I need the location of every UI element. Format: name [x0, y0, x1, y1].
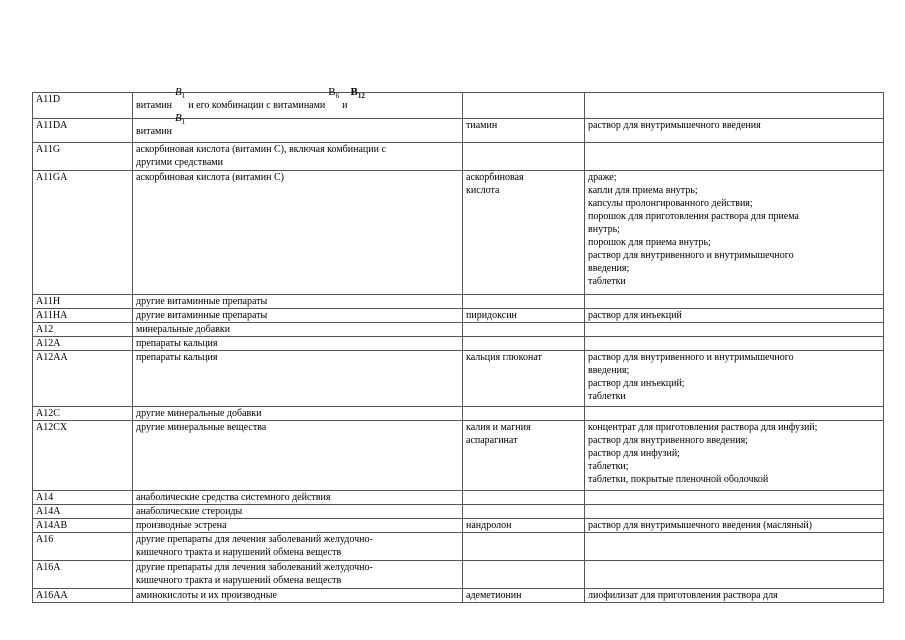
cell-group	[133, 171, 463, 295]
cell-group	[133, 295, 463, 309]
forms-text: раствор для внутримышечного введения (масляный)	[588, 520, 812, 531]
table-row	[33, 351, 884, 407]
inn-text: аскорбиновая кислота	[466, 172, 524, 196]
cell-forms	[585, 519, 884, 533]
cell-group	[133, 112, 463, 143]
code-text: A12A	[36, 338, 61, 349]
forms-text: раствор для внутримышечного введения	[588, 120, 761, 131]
forms-text: лиофилизат для приготовления раствора для	[588, 590, 778, 601]
cell-code	[33, 119, 133, 143]
group-text: другие препараты для лечения заболеваний желудочно- кишечного тракта и нарушений обмена веществ	[136, 534, 373, 558]
cell-inn	[463, 93, 585, 119]
group-text: другие витаминные препараты	[136, 310, 268, 321]
inn-text: кальция глюконат	[466, 352, 542, 363]
code-text: A11DA	[36, 120, 68, 131]
cell-inn	[463, 143, 585, 171]
code-text: A16AA	[36, 590, 68, 601]
cell-forms	[585, 589, 884, 603]
cell-group	[133, 505, 463, 519]
cell-group	[133, 421, 463, 491]
cell-code	[33, 93, 133, 119]
group-text: аскорбиновая кислота (витамин С), включая комбинации с другими средствами	[136, 144, 386, 168]
table-row	[33, 491, 884, 505]
table-row	[33, 561, 884, 589]
cell-code	[33, 491, 133, 505]
cell-code	[33, 171, 133, 295]
code-text: A11H	[36, 296, 61, 307]
group-text: анаболические средства системного действия	[136, 492, 331, 503]
cell-code	[33, 589, 133, 603]
cell-forms	[585, 533, 884, 561]
cell-inn	[463, 491, 585, 505]
cell-code	[33, 323, 133, 337]
cell-inn	[463, 171, 585, 295]
code-text: A14AB	[36, 520, 68, 531]
cell-group	[133, 589, 463, 603]
cell-group	[133, 323, 463, 337]
table-row	[33, 533, 884, 561]
code-text: A11GA	[36, 172, 68, 183]
cell-code	[33, 519, 133, 533]
table-row	[33, 309, 884, 323]
cell-inn	[463, 589, 585, 603]
combo-text: и его комбинации с витаминами	[188, 100, 326, 112]
cell-code	[33, 143, 133, 171]
table-row	[33, 295, 884, 309]
code-text: A12AA	[36, 352, 68, 363]
table-row	[33, 519, 884, 533]
table-row	[33, 407, 884, 421]
table-row	[33, 93, 884, 119]
group-text: другие витаминные препараты	[136, 296, 268, 307]
cell-inn	[463, 421, 585, 491]
code-text: A16	[36, 534, 54, 545]
inn-text: нандролон	[466, 520, 512, 531]
vitamin-b1-label	[136, 112, 459, 138]
group-text: анаболические стероиды	[136, 506, 243, 517]
cell-group	[133, 143, 463, 171]
forms-text: раствор для инъекций	[588, 310, 682, 321]
cell-inn	[463, 337, 585, 351]
cell-inn	[463, 561, 585, 589]
vitamin-word: витамин	[136, 100, 173, 112]
inn-text: адеметионин	[466, 590, 522, 601]
table-row	[33, 421, 884, 491]
code-text: A16A	[36, 562, 61, 573]
forms-text: драже; капли для приема внутрь; капсулы пролонгированного действия; порошок для приготовления раствора для приема внутрь; порошок для приема внутрь; раствор для внутривенного и внутримышечного введения; таблетки	[588, 172, 799, 287]
code-text: A14A	[36, 506, 61, 517]
table-row	[33, 171, 884, 295]
group-text: другие минеральные вещества	[136, 422, 267, 433]
table-row	[33, 505, 884, 519]
table-row	[33, 323, 884, 337]
cell-group	[133, 519, 463, 533]
cell-group	[133, 407, 463, 421]
cell-code	[33, 533, 133, 561]
cell-forms	[585, 143, 884, 171]
and-text: и	[342, 100, 348, 112]
cell-group	[133, 337, 463, 351]
code-text: A11HA	[36, 310, 68, 321]
code-text: A12C	[36, 408, 60, 419]
vitamin-b1-combo-label	[136, 86, 459, 112]
inn-text: калия и магния аспарагинат	[466, 422, 531, 446]
vitamin-word: витамин	[136, 126, 173, 138]
cell-group	[133, 491, 463, 505]
cell-inn	[463, 309, 585, 323]
group-text: аскорбиновая кислота (витамин С)	[136, 172, 284, 183]
cell-forms	[585, 119, 884, 143]
group-text: другие минеральные добавки	[136, 408, 262, 419]
forms-text: концентрат для приготовления раствора для инфузий; раствор для внутривенного введения; раствор для инфузий; таблетки; таблетки, покрытые пленочной оболочкой	[588, 422, 818, 485]
cell-forms	[585, 337, 884, 351]
group-text: минеральные добавки	[136, 324, 231, 335]
cell-inn	[463, 533, 585, 561]
cell-forms	[585, 295, 884, 309]
cell-forms	[585, 421, 884, 491]
cell-code	[33, 561, 133, 589]
cell-code	[33, 505, 133, 519]
cell-forms	[585, 561, 884, 589]
code-text: A11G	[36, 144, 61, 155]
cell-forms	[585, 491, 884, 505]
group-text: другие препараты для лечения заболеваний желудочно- кишечного тракта и нарушений обмена веществ	[136, 562, 373, 586]
cell-group	[133, 351, 463, 407]
inn-text: тиамин	[466, 120, 498, 131]
cell-inn	[463, 519, 585, 533]
cell-forms	[585, 171, 884, 295]
drug-classification-table	[32, 86, 884, 603]
vitamin-b6-symbol: $B_6$	[328, 86, 340, 101]
group-text: аминокислоты и их производные	[136, 590, 277, 601]
code-text: A14	[36, 492, 54, 503]
code-text: A12CX	[36, 422, 68, 433]
cell-code	[33, 337, 133, 351]
cell-code	[33, 407, 133, 421]
table-row	[33, 337, 884, 351]
cell-inn	[463, 351, 585, 407]
group-text: препараты кальция	[136, 338, 218, 349]
cell-inn	[463, 407, 585, 421]
inn-text: пиридоксин	[466, 310, 517, 321]
cell-forms	[585, 351, 884, 407]
cell-forms	[585, 309, 884, 323]
table-body	[33, 86, 884, 603]
group-text: производные эстрена	[136, 520, 227, 531]
vitamin-b1-symbol: $B_1$	[175, 86, 186, 101]
cell-group	[133, 561, 463, 589]
cell-forms	[585, 407, 884, 421]
cell-inn	[463, 323, 585, 337]
cell-forms	[585, 93, 884, 119]
forms-text: раствор для внутривенного и внутримышечного введения; раствор для инъекций; таблетки	[588, 352, 794, 402]
vitamin-b12-symbol: $B_{12}$	[350, 86, 365, 101]
cell-code	[33, 309, 133, 323]
cell-inn	[463, 119, 585, 143]
cell-code	[33, 421, 133, 491]
cell-code	[33, 351, 133, 407]
cell-forms	[585, 505, 884, 519]
group-text: препараты кальция	[136, 352, 218, 363]
table-row	[33, 143, 884, 171]
cell-code	[33, 295, 133, 309]
table-row	[33, 119, 884, 143]
cell-inn	[463, 505, 585, 519]
cell-group	[133, 309, 463, 323]
cell-group	[133, 533, 463, 561]
table-row	[33, 589, 884, 603]
code-text: A12	[36, 324, 54, 335]
code-text: A11D	[36, 94, 61, 105]
vitamin-b1-symbol: $B_1$	[175, 112, 186, 127]
cell-forms	[585, 323, 884, 337]
cell-inn	[463, 295, 585, 309]
